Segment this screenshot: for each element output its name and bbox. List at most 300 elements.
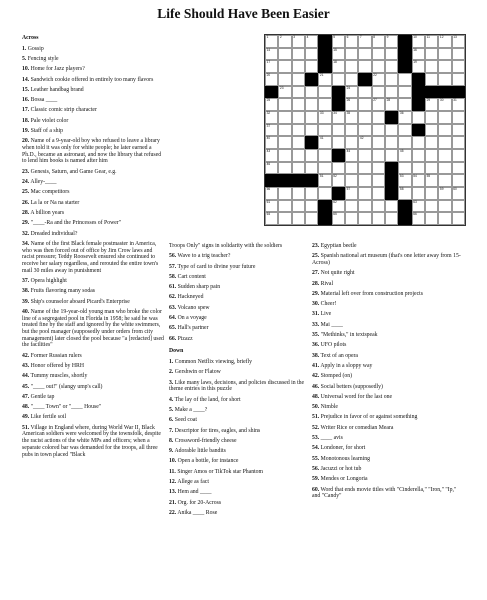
grid-cell[interactable]: [318, 98, 331, 111]
clue-item: [22, 66, 165, 73]
grid-cell[interactable]: [358, 86, 371, 99]
grid-cell[interactable]: [305, 212, 318, 225]
clue-item: [22, 87, 165, 94]
grid-cell[interactable]: [305, 86, 318, 99]
clue-item: [169, 243, 305, 250]
cell-number: 32: [266, 111, 271, 115]
grid-block: [332, 187, 345, 200]
grid-cell[interactable]: [318, 73, 331, 86]
grid-cell[interactable]: [318, 124, 331, 137]
grid-cell[interactable]: [278, 187, 291, 200]
grid-cell[interactable]: [292, 187, 305, 200]
clue-number: 35.: [312, 332, 320, 339]
grid-cell[interactable]: [292, 136, 305, 149]
grid-cell[interactable]: [305, 111, 318, 124]
grid-cell[interactable]: [425, 212, 438, 225]
grid-cell[interactable]: [372, 111, 385, 124]
clue-text: A billion years: [30, 209, 65, 216]
clue-item: [312, 404, 462, 411]
clue-item: [22, 200, 165, 207]
clue-text: Word that ends movie titles with "Cinderella," "Iron," "Ip," and "Candy": [312, 486, 457, 500]
grid-cell[interactable]: [292, 73, 305, 86]
clue-item: [169, 448, 305, 455]
clue-number: 38.: [312, 352, 320, 359]
cell-number: 55: [426, 174, 431, 179]
grid-cell[interactable]: [412, 149, 425, 162]
clue-item: [22, 118, 165, 125]
grid-cell[interactable]: [425, 187, 438, 200]
grid-cell[interactable]: [412, 187, 425, 200]
grid-cell[interactable]: [412, 162, 425, 175]
grid-cell[interactable]: [358, 174, 371, 187]
grid-cell[interactable]: [412, 200, 425, 213]
grid-cell[interactable]: [372, 200, 385, 213]
grid-block: [398, 200, 411, 213]
grid-cell[interactable]: [292, 149, 305, 162]
grid-cell[interactable]: [292, 60, 305, 73]
cell-number: 17: [266, 60, 271, 65]
cell-number: 37: [266, 123, 271, 128]
grid-cell[interactable]: [452, 174, 465, 187]
grid-cell[interactable]: [332, 212, 345, 225]
grid-cell[interactable]: [452, 111, 465, 124]
grid-cell[interactable]: [292, 200, 305, 213]
grid-cell[interactable]: [278, 86, 291, 99]
cell-number: 59: [439, 187, 444, 191]
clue-number: 56.: [312, 465, 320, 472]
grid-cell[interactable]: [345, 48, 358, 61]
grid-cell[interactable]: [385, 60, 398, 73]
grid-cell[interactable]: [318, 187, 331, 200]
cell-number: 5: [333, 35, 336, 39]
grid-cell[interactable]: [425, 60, 438, 73]
clue-text: Alley-____: [30, 179, 57, 186]
clue-item: [312, 487, 462, 500]
grid-cell[interactable]: [412, 48, 425, 61]
grid-cell[interactable]: [358, 212, 371, 225]
grid-cell[interactable]: [438, 35, 451, 48]
clue-text: La la or Na na starter: [30, 199, 80, 206]
grid-cell[interactable]: [345, 60, 358, 73]
clue-column-right: [312, 243, 462, 504]
cell-number: 14: [266, 47, 271, 52]
grid-cell[interactable]: [358, 35, 371, 48]
clue-text: Monotonous learning: [320, 455, 370, 462]
grid-cell[interactable]: [345, 136, 358, 149]
grid-cell[interactable]: [425, 35, 438, 48]
grid-cell[interactable]: [425, 111, 438, 124]
grid-cell[interactable]: [452, 212, 465, 225]
clue-text: Anika ____ Rose: [177, 509, 218, 516]
clue-text: Hall's partner: [177, 325, 209, 332]
grid-cell[interactable]: [438, 136, 451, 149]
grid-cell[interactable]: [345, 200, 358, 213]
grid-cell[interactable]: [358, 162, 371, 175]
grid-cell[interactable]: [452, 187, 465, 200]
grid-cell[interactable]: [278, 48, 291, 61]
grid-cell[interactable]: [372, 187, 385, 200]
cell-number: 26: [346, 98, 351, 103]
clue-text: "____-Ra and the Princesses of Power": [30, 220, 122, 227]
grid-cell[interactable]: [292, 98, 305, 111]
grid-cell[interactable]: [278, 98, 291, 111]
grid-cell[interactable]: [398, 86, 411, 99]
grid-cell[interactable]: [438, 98, 451, 111]
clue-item: [169, 284, 305, 291]
grid-cell[interactable]: [358, 124, 371, 137]
grid-cell[interactable]: [305, 124, 318, 137]
clue-text: Like fertile soil: [30, 414, 67, 421]
clue-text: Troops Only" signs in solidarity with the soldiers: [169, 243, 283, 249]
clue-number: 32.: [22, 230, 30, 237]
grid-cell[interactable]: [372, 98, 385, 111]
clue-item: [22, 97, 165, 104]
cell-number: 6: [346, 35, 349, 39]
grid-cell[interactable]: [425, 98, 438, 111]
grid-cell[interactable]: [318, 86, 331, 99]
grid-cell[interactable]: [425, 162, 438, 175]
clue-text: Not quite right: [320, 270, 355, 277]
clue-number: 21.: [169, 499, 177, 506]
grid-cell[interactable]: [265, 124, 278, 137]
clue-item: [312, 322, 462, 329]
clue-item: [312, 435, 462, 442]
clue-number: 10.: [169, 458, 177, 465]
grid-block: [278, 174, 291, 187]
clue-item: [22, 278, 165, 285]
clue-item: [22, 394, 165, 401]
grid-cell[interactable]: [398, 149, 411, 162]
grid-cell[interactable]: [265, 212, 278, 225]
grid-cell[interactable]: [345, 149, 358, 162]
grid-cell[interactable]: [278, 162, 291, 175]
grid-cell[interactable]: [305, 35, 318, 48]
grid-cell[interactable]: [358, 98, 371, 111]
clue-item: [169, 438, 305, 445]
cell-number: 25: [266, 98, 271, 103]
grid-cell[interactable]: [438, 174, 451, 187]
cell-number: 35: [346, 111, 351, 115]
grid-cell[interactable]: [278, 212, 291, 225]
cell-number: 60: [453, 187, 457, 191]
grid-cell[interactable]: [452, 73, 465, 86]
grid-cell[interactable]: [292, 111, 305, 124]
cell-number: 58: [399, 187, 404, 191]
grid-cell[interactable]: [345, 98, 358, 111]
grid-cell[interactable]: [438, 124, 451, 137]
grid-cell[interactable]: [265, 200, 278, 213]
grid-cell[interactable]: [358, 200, 371, 213]
grid-cell[interactable]: [372, 86, 385, 99]
grid-cell[interactable]: [265, 111, 278, 124]
grid-cell[interactable]: [452, 98, 465, 111]
grid-cell[interactable]: [305, 149, 318, 162]
grid-cell[interactable]: [345, 111, 358, 124]
grid-block: [398, 60, 411, 73]
grid-cell[interactable]: [438, 111, 451, 124]
grid-cell[interactable]: [278, 200, 291, 213]
grid-cell[interactable]: [265, 35, 278, 48]
clue-text: Crossword-friendly cheese: [174, 437, 237, 444]
grid-block: [318, 200, 331, 213]
grid-cell[interactable]: [372, 60, 385, 73]
grid-cell[interactable]: [372, 174, 385, 187]
grid-cell[interactable]: [385, 200, 398, 213]
grid-cell[interactable]: [292, 35, 305, 48]
grid-cell[interactable]: [345, 187, 358, 200]
clue-number: 39.: [22, 298, 30, 305]
grid-cell[interactable]: [372, 136, 385, 149]
grid-cell[interactable]: [265, 60, 278, 73]
grid-cell[interactable]: [345, 86, 358, 99]
clue-text: Org. for 20-Across: [177, 499, 222, 506]
grid-cell[interactable]: [452, 136, 465, 149]
grid-cell[interactable]: [265, 136, 278, 149]
grid-cell[interactable]: [425, 136, 438, 149]
clue-number: 59.: [312, 476, 320, 483]
grid-cell[interactable]: [385, 136, 398, 149]
grid-cell[interactable]: [345, 124, 358, 137]
grid-cell[interactable]: [398, 174, 411, 187]
grid-cell[interactable]: [278, 124, 291, 137]
grid-cell[interactable]: [292, 86, 305, 99]
grid-cell[interactable]: [425, 48, 438, 61]
grid-cell[interactable]: [412, 35, 425, 48]
grid-cell[interactable]: [372, 35, 385, 48]
clue-number: 37.: [22, 277, 30, 284]
grid-cell[interactable]: [358, 111, 371, 124]
grid-cell[interactable]: [332, 174, 345, 187]
grid-cell[interactable]: [278, 149, 291, 162]
clue-number: 53.: [312, 435, 320, 442]
grid-cell[interactable]: [438, 60, 451, 73]
grid-cell[interactable]: [332, 35, 345, 48]
grid-cell[interactable]: [385, 35, 398, 48]
clue-item: [22, 128, 165, 135]
grid-cell[interactable]: [318, 111, 331, 124]
grid-cell[interactable]: [265, 149, 278, 162]
grid-block: [265, 174, 278, 187]
grid-cell[interactable]: [412, 174, 425, 187]
grid-cell[interactable]: [372, 162, 385, 175]
grid-cell[interactable]: [385, 98, 398, 111]
clue-text: The lay of the land, for short: [174, 396, 241, 403]
clue-number: 51.: [312, 414, 320, 421]
cell-number: 53: [399, 174, 404, 179]
clue-number: 65.: [169, 325, 177, 332]
grid-cell[interactable]: [305, 162, 318, 175]
grid-cell[interactable]: [305, 48, 318, 61]
clue-item: [22, 56, 165, 63]
grid-cell[interactable]: [398, 98, 411, 111]
grid-cell[interactable]: [372, 73, 385, 86]
grid-cell[interactable]: [372, 48, 385, 61]
grid-cell[interactable]: [265, 162, 278, 175]
grid-cell[interactable]: [305, 98, 318, 111]
grid-cell[interactable]: [332, 60, 345, 73]
grid-cell[interactable]: [438, 149, 451, 162]
grid-cell[interactable]: [358, 187, 371, 200]
cell-number: 28: [386, 98, 391, 103]
grid-cell[interactable]: [425, 73, 438, 86]
grid-cell[interactable]: [452, 35, 465, 48]
grid-cell[interactable]: [278, 136, 291, 149]
clue-item: [22, 179, 165, 186]
clue-text: Mac competitors: [30, 189, 70, 196]
grid-cell[interactable]: [318, 149, 331, 162]
grid-cell[interactable]: [332, 124, 345, 137]
grid-cell[interactable]: [265, 187, 278, 200]
grid-cell[interactable]: [318, 136, 331, 149]
grid-cell[interactable]: [452, 48, 465, 61]
grid-cell[interactable]: [372, 149, 385, 162]
grid-cell[interactable]: [385, 86, 398, 99]
clue-item: [22, 210, 165, 217]
clue-number: 61.: [169, 284, 177, 291]
grid-cell[interactable]: [452, 149, 465, 162]
grid-cell[interactable]: [278, 73, 291, 86]
grid-cell[interactable]: [452, 162, 465, 175]
grid-cell[interactable]: [265, 73, 278, 86]
grid-cell[interactable]: [305, 60, 318, 73]
cell-number: 11: [426, 35, 430, 39]
clue-number: 33.: [312, 321, 320, 328]
grid-cell[interactable]: [292, 48, 305, 61]
cell-number: 43: [266, 149, 271, 153]
clue-number: 60.: [312, 486, 320, 493]
grid-cell[interactable]: [438, 73, 451, 86]
clue-number: 64.: [169, 315, 177, 322]
cell-number: 46: [266, 161, 271, 166]
grid-cell[interactable]: [385, 212, 398, 225]
grid-cell[interactable]: [438, 162, 451, 175]
grid-cell[interactable]: [345, 212, 358, 225]
grid-cell[interactable]: [425, 124, 438, 137]
grid-cell[interactable]: [318, 162, 331, 175]
clue-number: 5.: [169, 406, 174, 413]
clue-number: 56.: [169, 253, 177, 260]
grid-cell[interactable]: [265, 48, 278, 61]
grid-cell[interactable]: [278, 60, 291, 73]
grid-cell[interactable]: [452, 200, 465, 213]
grid-cell[interactable]: [438, 48, 451, 61]
grid-cell[interactable]: [372, 124, 385, 137]
clue-text: Open a bottle, for instance: [177, 458, 239, 465]
grid-cell[interactable]: [332, 200, 345, 213]
grid-cell[interactable]: [318, 174, 331, 187]
grid-cell[interactable]: [278, 35, 291, 48]
grid-cell[interactable]: [398, 187, 411, 200]
grid-cell[interactable]: [425, 174, 438, 187]
grid-block: [412, 124, 425, 137]
grid-cell[interactable]: [345, 174, 358, 187]
grid-cell[interactable]: [438, 212, 451, 225]
clue-number: 3.: [169, 379, 174, 386]
grid-cell[interactable]: [398, 111, 411, 124]
clue-item: [312, 476, 462, 483]
clue-item: [312, 301, 462, 308]
clue-text: Ship's counselor aboard Picard's Enterprise: [30, 298, 130, 305]
clue-text: Stomped (on): [320, 373, 353, 380]
cell-number: 62: [333, 199, 337, 204]
grid-cell[interactable]: [278, 111, 291, 124]
grid-cell[interactable]: [385, 149, 398, 162]
cell-number: 1: [266, 35, 269, 39]
clue-text: Tummy muscles, shortly: [30, 373, 88, 380]
grid-cell[interactable]: [358, 48, 371, 61]
grid-cell[interactable]: [398, 162, 411, 175]
grid-cell[interactable]: [452, 60, 465, 73]
clue-text: Opera highlight: [30, 277, 67, 284]
clue-item: [312, 311, 462, 318]
grid-cell[interactable]: [385, 48, 398, 61]
grid-cell[interactable]: [305, 200, 318, 213]
grid-cell[interactable]: [358, 60, 371, 73]
clue-number: 14.: [22, 76, 30, 83]
grid-cell[interactable]: [425, 149, 438, 162]
grid-cell[interactable]: [385, 124, 398, 137]
clue-item: [169, 369, 305, 376]
grid-cell[interactable]: [305, 187, 318, 200]
grid-cell[interactable]: [332, 136, 345, 149]
grid-cell[interactable]: [438, 187, 451, 200]
grid-cell[interactable]: [398, 136, 411, 149]
cell-number: 27: [373, 98, 377, 103]
clue-number: 34.: [22, 240, 30, 247]
grid-block: [305, 174, 318, 187]
grid-cell[interactable]: [412, 60, 425, 73]
clue-text: Former Russian rulers: [30, 352, 82, 359]
grid-cell[interactable]: [372, 212, 385, 225]
grid-cell[interactable]: [412, 111, 425, 124]
grid-cell[interactable]: [345, 162, 358, 175]
clue-item: [312, 363, 462, 370]
grid-cell[interactable]: [398, 124, 411, 137]
grid-cell[interactable]: [292, 162, 305, 175]
grid-cell[interactable]: [358, 136, 371, 149]
clue-text: "Methinks," in textspeak: [320, 332, 378, 339]
clue-item: [169, 336, 305, 343]
clue-number: 50.: [312, 404, 320, 411]
grid-cell[interactable]: [265, 98, 278, 111]
grid-cell[interactable]: [292, 212, 305, 225]
grid-cell[interactable]: [332, 162, 345, 175]
grid-cell[interactable]: [292, 124, 305, 137]
grid-cell[interactable]: [332, 48, 345, 61]
grid-cell[interactable]: [398, 73, 411, 86]
grid-block: [385, 174, 398, 187]
grid-cell[interactable]: [332, 73, 345, 86]
clue-item: [22, 220, 165, 227]
grid-cell[interactable]: [358, 149, 371, 162]
clue-number: 44.: [22, 373, 30, 380]
grid-cell[interactable]: [438, 200, 451, 213]
grid-block: [398, 48, 411, 61]
grid-block: [305, 136, 318, 149]
grid-cell[interactable]: [452, 124, 465, 137]
grid-cell[interactable]: [425, 200, 438, 213]
grid-cell[interactable]: [332, 111, 345, 124]
grid-cell[interactable]: [412, 212, 425, 225]
grid-block: [318, 35, 331, 48]
cell-number: 57: [346, 187, 351, 191]
grid-cell[interactable]: [412, 136, 425, 149]
grid-cell[interactable]: [345, 73, 358, 86]
grid-cell[interactable]: [345, 35, 358, 48]
cell-number: 66: [413, 212, 417, 217]
clue-item: [169, 417, 305, 424]
grid-cell[interactable]: [385, 73, 398, 86]
